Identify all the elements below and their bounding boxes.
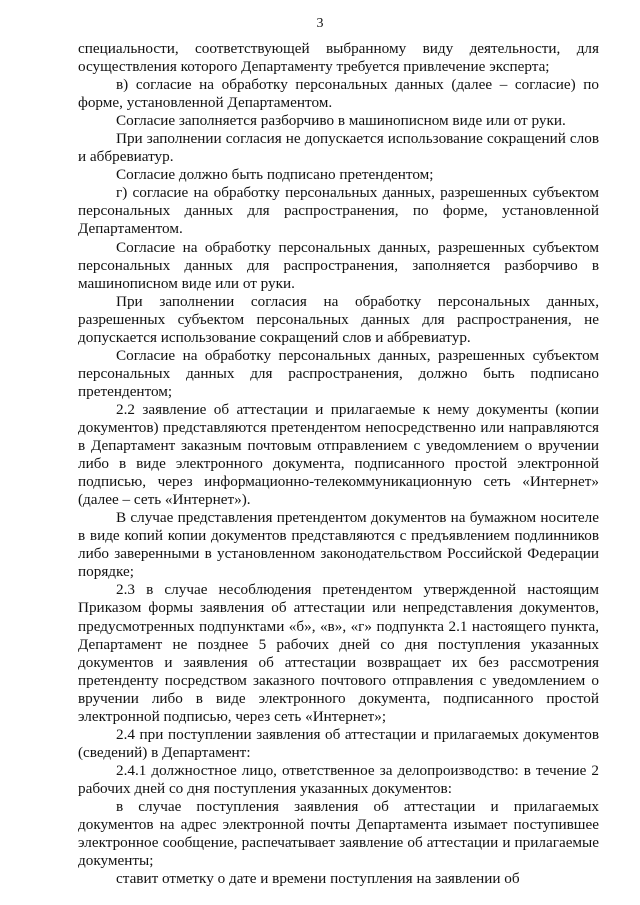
paragraph: Согласие на обработку персональных данных, разрешенных субъектом персональных данных для распространения, должно быть подписано претендентом; [78,346,599,400]
paragraph-clause-2-2: 2.2 заявление об аттестации и прилагаемые к нему документы (копии документов) представляются претендентом непосредственно или направляются в Департамент заказным почтовым отправлением с уведомлением о вручении либо в виде электронного документа, подписанного простой электронной подписью, через информационно-телекоммуникационную сеть «Интернет» (далее – сеть «Интернет»). [78,400,599,509]
paragraph: При заполнении согласия не допускается использование сокращений слов и аббревиатур. [78,130,599,166]
paragraph-item-g: г) согласие на обработку персональных данных, разрешенных субъектом персональных данных для распространения, по форме, установленной Департаментом. [78,184,599,238]
paragraph-truncated: ставит отметку о дате и времени поступления на заявлении об [116,870,520,888]
paragraph-item-v: в) согласие на обработку персональных данных (далее – согласие) по форме, установленной Департаментом. [78,76,599,112]
paragraph: Согласие заполняется разборчиво в машинописном виде или от руки. [116,112,566,130]
paragraph: Согласие на обработку персональных данных, разрешенных субъектом персональных данных для распространения, заполняется разборчиво в машинописном виде или от руки. [78,238,599,292]
page-number: 3 [316,16,324,31]
paragraph: в случае поступления заявления об аттестации и прилагаемых документов на адрес электронной почты Департамента изымает поступившее электронное сообщение, распечатывает заявление об аттестации и прилагаемые документы; [78,797,599,870]
document-body [78,40,599,888]
paragraph-clause-2-3: 2.3 в случае несоблюдения претендентом утвержденной настоящим Приказом формы заявления об аттестации или непредставления документов, предусмотренных подпунктами «б», «в», «г» подпункта 2.1 настоящего пункта, Департамент не позднее 5 рабочих дней со дня поступления указанных документов и заявления об аттестации возвращает их без рассмотрения претенденту посредством заказного почтового отправления с уведомлением о вручении либо в виде электронного документа, подписанного простой электронной подписью, через сеть «Интернет»; [78,581,599,725]
paragraph-clause-2-4-1: 2.4.1 должностное лицо, ответственное за делопроизводство: в течение 2 рабочих дней со дня поступления указанных документов: [78,761,599,797]
paragraph: При заполнении согласия на обработку персональных данных, разрешенных субъектом персональных данных для распространения, не допускается использование сокращений слов и аббревиатур. [78,292,599,346]
paragraph-clause-2-4: 2.4 при поступлении заявления об аттестации и прилагаемых документов (сведений) в Департамент: [78,725,599,761]
paragraph: В случае представления претендентом документов на бумажном носителе в виде копий копии документов представляются с предъявлением подлинников либо заверенными в установленном законодательством Российской Федерации порядке; [78,509,599,581]
paragraph: Согласие должно быть подписано претендентом; [116,166,434,184]
paragraph-continued: специальности, соответствующей выбранному виду деятельности, для осуществления которого Департаменту требуется привлечение эксперта; [78,40,599,76]
